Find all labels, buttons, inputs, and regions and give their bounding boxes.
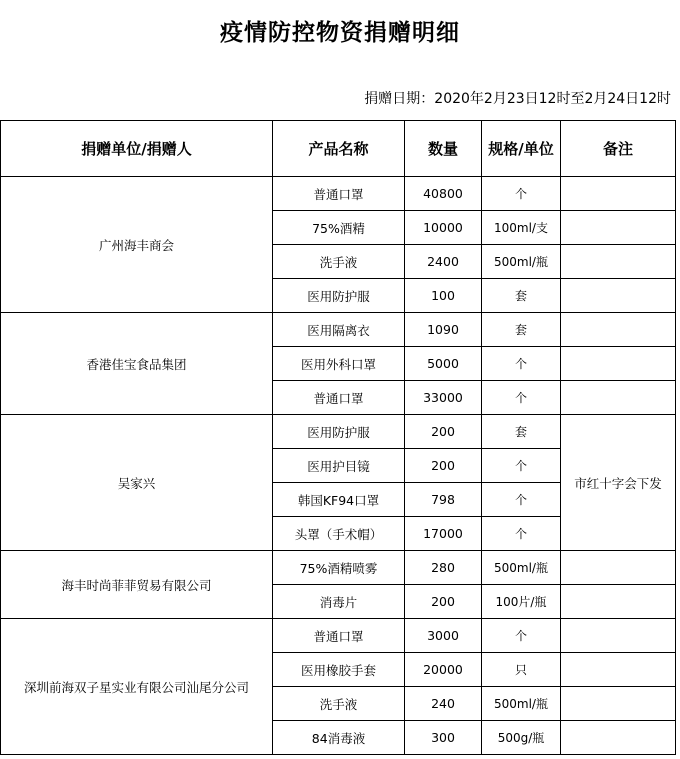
product-name: 韩国KF94口罩 (273, 483, 405, 517)
header-product: 产品名称 (273, 121, 405, 177)
remark-empty-cell (561, 245, 676, 279)
unit-value: 个 (482, 483, 561, 517)
unit-value: 套 (482, 313, 561, 347)
unit-value: 个 (482, 347, 561, 381)
product-name: 医用防护服 (273, 279, 405, 313)
donation-table (0, 120, 676, 755)
remark-empty-cell (561, 551, 676, 585)
unit-value: 100ml/支 (482, 211, 561, 245)
donor-name: 香港佳宝食品集团 (1, 313, 273, 415)
unit-value: 套 (482, 279, 561, 313)
product-name: 普通口罩 (273, 619, 405, 653)
product-name: 头罩（手术帽） (273, 517, 405, 551)
unit-value: 500ml/瓶 (482, 551, 561, 585)
quantity-value: 40800 (405, 177, 482, 211)
product-name: 医用防护服 (273, 415, 405, 449)
donor-name: 广州海丰商会 (1, 177, 273, 313)
quantity-value: 3000 (405, 619, 482, 653)
remark-empty-cell (561, 721, 676, 755)
page-title: 疫情防控物资捐赠明细 (220, 20, 460, 46)
unit-value: 个 (482, 619, 561, 653)
remark-empty-cell (561, 381, 676, 415)
quantity-value: 1090 (405, 313, 482, 347)
unit-value: 100片/瓶 (482, 585, 561, 619)
remark-empty-cell (561, 313, 676, 347)
unit-value: 个 (482, 381, 561, 415)
product-name: 洗手液 (273, 245, 405, 279)
remark-empty-cell (561, 279, 676, 313)
quantity-value: 200 (405, 585, 482, 619)
quantity-value: 798 (405, 483, 482, 517)
product-name: 75%酒精喷雾 (273, 551, 405, 585)
product-name: 医用隔离衣 (273, 313, 405, 347)
table-body (1, 177, 676, 755)
product-name: 普通口罩 (273, 177, 405, 211)
quantity-value: 10000 (405, 211, 482, 245)
quantity-value: 200 (405, 449, 482, 483)
remark-empty-cell (561, 619, 676, 653)
product-name: 84消毒液 (273, 721, 405, 755)
remark-empty-cell (561, 211, 676, 245)
table-row (1, 177, 676, 211)
header-row (1, 121, 676, 177)
header-unit: 规格/单位 (482, 121, 561, 177)
table-row (1, 415, 676, 449)
table-row (1, 551, 676, 585)
unit-value: 只 (482, 653, 561, 687)
header-donor: 捐赠单位/捐赠人 (1, 121, 273, 177)
quantity-value: 33000 (405, 381, 482, 415)
unit-value: 个 (482, 517, 561, 551)
unit-value: 500g/瓶 (482, 721, 561, 755)
product-name: 医用护目镜 (273, 449, 405, 483)
unit-value: 个 (482, 177, 561, 211)
quantity-value: 100 (405, 279, 482, 313)
header-remark: 备注 (561, 121, 676, 177)
product-name: 洗手液 (273, 687, 405, 721)
quantity-value: 200 (405, 415, 482, 449)
donor-name: 深圳前海双子星实业有限公司汕尾分公司 (1, 619, 273, 755)
unit-value: 套 (482, 415, 561, 449)
product-name: 75%酒精 (273, 211, 405, 245)
unit-value: 500ml/瓶 (482, 687, 561, 721)
unit-value: 个 (482, 449, 561, 483)
remark-empty-cell (561, 687, 676, 721)
quantity-value: 17000 (405, 517, 482, 551)
header-quantity: 数量 (405, 121, 482, 177)
donor-name: 吴家兴 (1, 415, 273, 551)
product-name: 普通口罩 (273, 381, 405, 415)
donation-date: 捐赠日期：2020年2月23日12时至2月24日12时 (364, 91, 671, 107)
product-name: 医用橡胶手套 (273, 653, 405, 687)
remark-cell: 市红十字会下发 (561, 415, 676, 551)
remark-empty-cell (561, 653, 676, 687)
remark-empty-cell (561, 177, 676, 211)
table-row (1, 313, 676, 347)
remark-empty-cell (561, 585, 676, 619)
remark-empty-cell (561, 347, 676, 381)
quantity-value: 20000 (405, 653, 482, 687)
quantity-value: 5000 (405, 347, 482, 381)
donor-name: 海丰时尚菲菲贸易有限公司 (1, 551, 273, 619)
quantity-value: 280 (405, 551, 482, 585)
quantity-value: 240 (405, 687, 482, 721)
quantity-value: 2400 (405, 245, 482, 279)
table-row (1, 619, 676, 653)
unit-value: 500ml/瓶 (482, 245, 561, 279)
product-name: 医用外科口罩 (273, 347, 405, 381)
quantity-value: 300 (405, 721, 482, 755)
product-name: 消毒片 (273, 585, 405, 619)
